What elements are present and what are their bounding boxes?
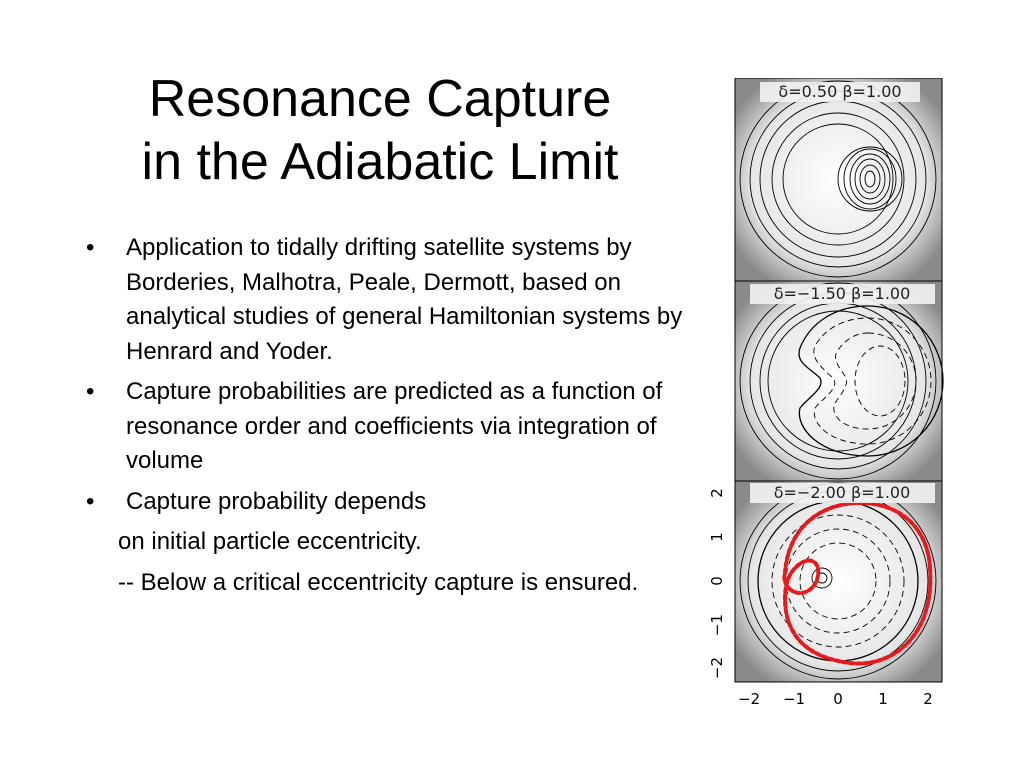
- phase-portrait-figure: [700, 78, 960, 713]
- x-tick-label: −1: [782, 690, 806, 708]
- title-line-1: Resonance Capture: [148, 70, 612, 128]
- phase-panel-1: [735, 78, 942, 281]
- y-tick-label: −1: [708, 613, 726, 637]
- panel-label: δ=−1.50 β=1.00: [773, 284, 911, 303]
- bullet-dot: •: [86, 487, 95, 515]
- y-tick-label: 0: [708, 576, 726, 586]
- y-tick-label: 1: [708, 532, 726, 542]
- bullet-text: Capture probabilities are predicted as a function of resonance order and coefficients via integration of volume: [126, 378, 663, 474]
- panel-label: δ=0.50 β=1.00: [778, 82, 902, 101]
- continuation-line: on initial particle eccentricity.: [118, 528, 422, 555]
- bullet-item: [86, 231, 686, 369]
- bullet-list: [86, 231, 686, 606]
- x-tick-label: −2: [737, 690, 761, 708]
- y-tick-label: −2: [708, 656, 726, 680]
- x-tick-label: 1: [878, 690, 888, 708]
- y-axis: [708, 488, 726, 679]
- continuation-line: -- Below a critical eccentricity capture is ensured.: [118, 568, 639, 596]
- phase-panel-3: [735, 481, 942, 682]
- x-tick-label: 0: [833, 690, 843, 708]
- phase-panel-2: [735, 281, 943, 481]
- bullet-item: [86, 485, 686, 520]
- bullet-item: [86, 375, 686, 479]
- x-tick-label: 2: [923, 690, 933, 708]
- slide-title: [60, 68, 700, 194]
- panel-label: δ=−2.00 β=1.00: [773, 483, 911, 502]
- y-tick-label: 2: [708, 488, 726, 498]
- bullet-text: Application to tidally drifting satellite systems by Borderies, Malhotra, Peale, Dermott, based on analytical studies of general Hamiltonian systems by Henrard and Yoder.: [126, 234, 683, 365]
- x-axis: [738, 690, 933, 708]
- title-line-2: in the Adiabatic Limit: [141, 133, 619, 191]
- bullet-dot: •: [86, 234, 95, 261]
- bullet-dot: •: [86, 378, 95, 405]
- bullet-text: Capture probability depends: [126, 487, 427, 515]
